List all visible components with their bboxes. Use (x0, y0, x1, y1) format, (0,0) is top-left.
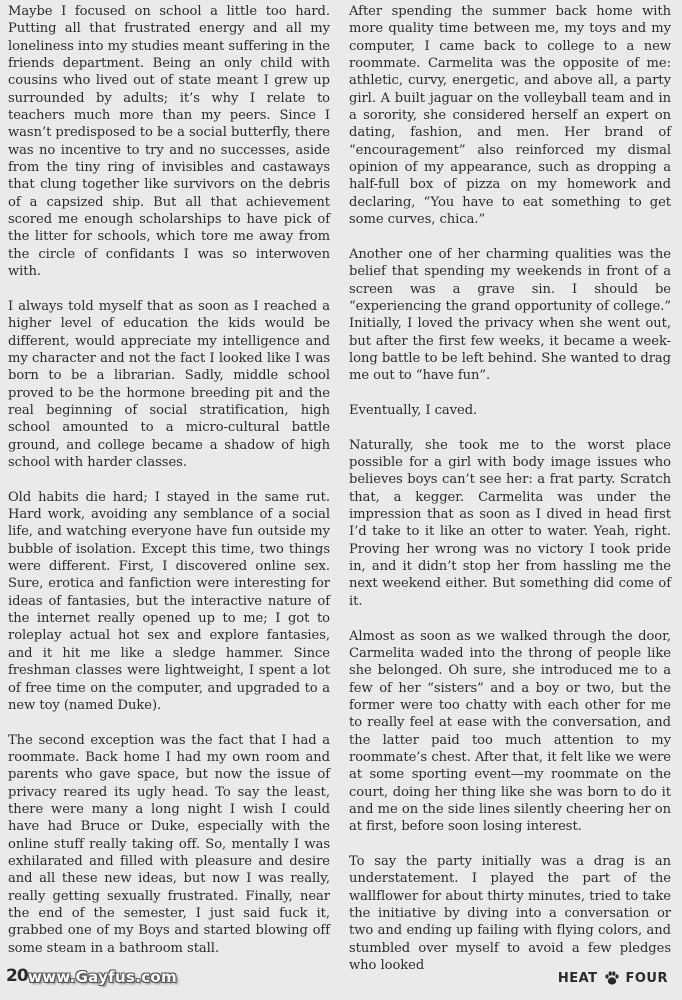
page-number: 20 (6, 966, 28, 986)
paragraph: To say the party initially was a drag is an understatement. I played the part of the wallflower for about thirty minutes, tried to take the initiative by diving into a conversation or two and ending up failing with flying colors, and stumbled over myself to avoid a few pledges who looked (349, 854, 671, 974)
paragraph: Another one of her charming qualities was the belief that spending my weekends in front of a screen was a grave sin. I should be “experiencing the grand opportunity of college.” Initially, I loved the privacy when she went out, but after the first few weeks, it became a week-long battle to be left behind. She wanted to drag me out to “have fun”. (349, 246, 671, 384)
brand-heat: HEAT (557, 970, 598, 986)
paragraph: Almost as soon as we walked through the door, Carmelita waded into the throng of people like she belonged. Oh sure, she introduced me to a few of her “sisters” and a boy or two, but the former were too chatty with each other for me to really feel at ease with the conversation, and the latter paid too much attention to my roommate’s chest. After that, it felt like we were at some sporting event—my roommate on the court, doing her thing like she was born to do it and me on the side lines silently cheering her on at first, before soon losing interest. (349, 628, 671, 835)
paragraph: Maybe I focused on school a little too hard. Putting all that frustrated energy and all my loneliness into my studies meant suffering in the friends department. Being an only child with cousins who lived out of state meant I grew up surrounded by adults; it’s why I relate to teachers much more than my peers. Since I wasn’t predisposed to be a social butterfly, there was no incentive to try and no successes, aside from the tiny ring of invisibles and castaways that clung together like survivors on the debris of a capsized ship. But all that achievement scored me enough scholarships to have pick of the litter for schools, which tore me away from the circle of confidants I was so interwoven with. (8, 4, 330, 280)
paragraph: Old habits die hard; I stayed in the same rut. Hard work, avoiding any semblance of a social life, and watching everyone have fun outside my bubble of isolation. Except this time, two things were different. First, I discovered online sex. Sure, erotica and fanfiction were interesting for ideas of fantasies, but the interactive nature of the internet really opened up to me; I got to roleplay actual hot sex and explore fantasies, and it hit me like a sledge hammer. Since freshman classes were lightweight, I spent a lot of free time on the computer, and upgraded to a new toy (named Duke). (8, 489, 330, 713)
paragraph: I always told myself that as soon as I reached a higher level of education the kids would be different, would appreciate my intelligence and my character and not the fact I looked like I was born to be a librarian. Sadly, middle school proved to be the hormone breeding pit and the real beginning of social stratification, high school amounted to a micro-cultural battle ground, and college became a shadow of high school with harder classes. (8, 298, 330, 470)
right-column (349, 3, 671, 992)
paragraph: After spending the summer back home with more quality time between me, my toys and my computer, I came back to college to a new roommate. Carmelita was the opposite of me: athletic, curvy, energetic, and above all, a party girl. A built jaguar on the volleyball team and in a sorority, she considered herself an expert on dating, fashion, and men. Her brand of “encouragement” also reinforced my dismal opinion of my appearance, such as dropping a half-full box of pizza on my homework and declaring, “You have to eat something to get some curves, chica.” (349, 4, 671, 228)
page-footer (0, 964, 682, 1000)
paragraph: Eventually, I caved. (349, 403, 478, 418)
magazine-brand (558, 970, 668, 986)
left-column (8, 3, 330, 974)
paw-icon (604, 970, 620, 986)
watermark: www.Gayfus.com (28, 968, 177, 986)
brand-four: FOUR (625, 970, 668, 986)
paragraph: Naturally, she took me to the worst place possible for a girl with body image issues who believes boys can’t see her: a frat party. Scratch that, a kegger. Carmelita was under the impression that as soon as I dived in head first I’d take to it like an otter to water. Yeah, right. Proving her wrong was no victory I took pride in, and it didn’t stop her from hassling me the next weekend either. But something did come of it. (349, 437, 671, 609)
paragraph: The second exception was the fact that I had a roommate. Back home I had my own room and parents who gave space, but now the issue of privacy reared its ugly head. To say the least, there were many a long night I wish I could have had Bruce or Duke, especially with the online stuff really taking off. So, mentally I was exhilarated and filled with pleasure and desire and all these new ideas, but now I was really, really getting sexually frustrated. Finally, near the end of the semester, I just said fuck it, grabbed one of my Boys and started blowing off some steam in a bathroom stall. (8, 732, 330, 956)
